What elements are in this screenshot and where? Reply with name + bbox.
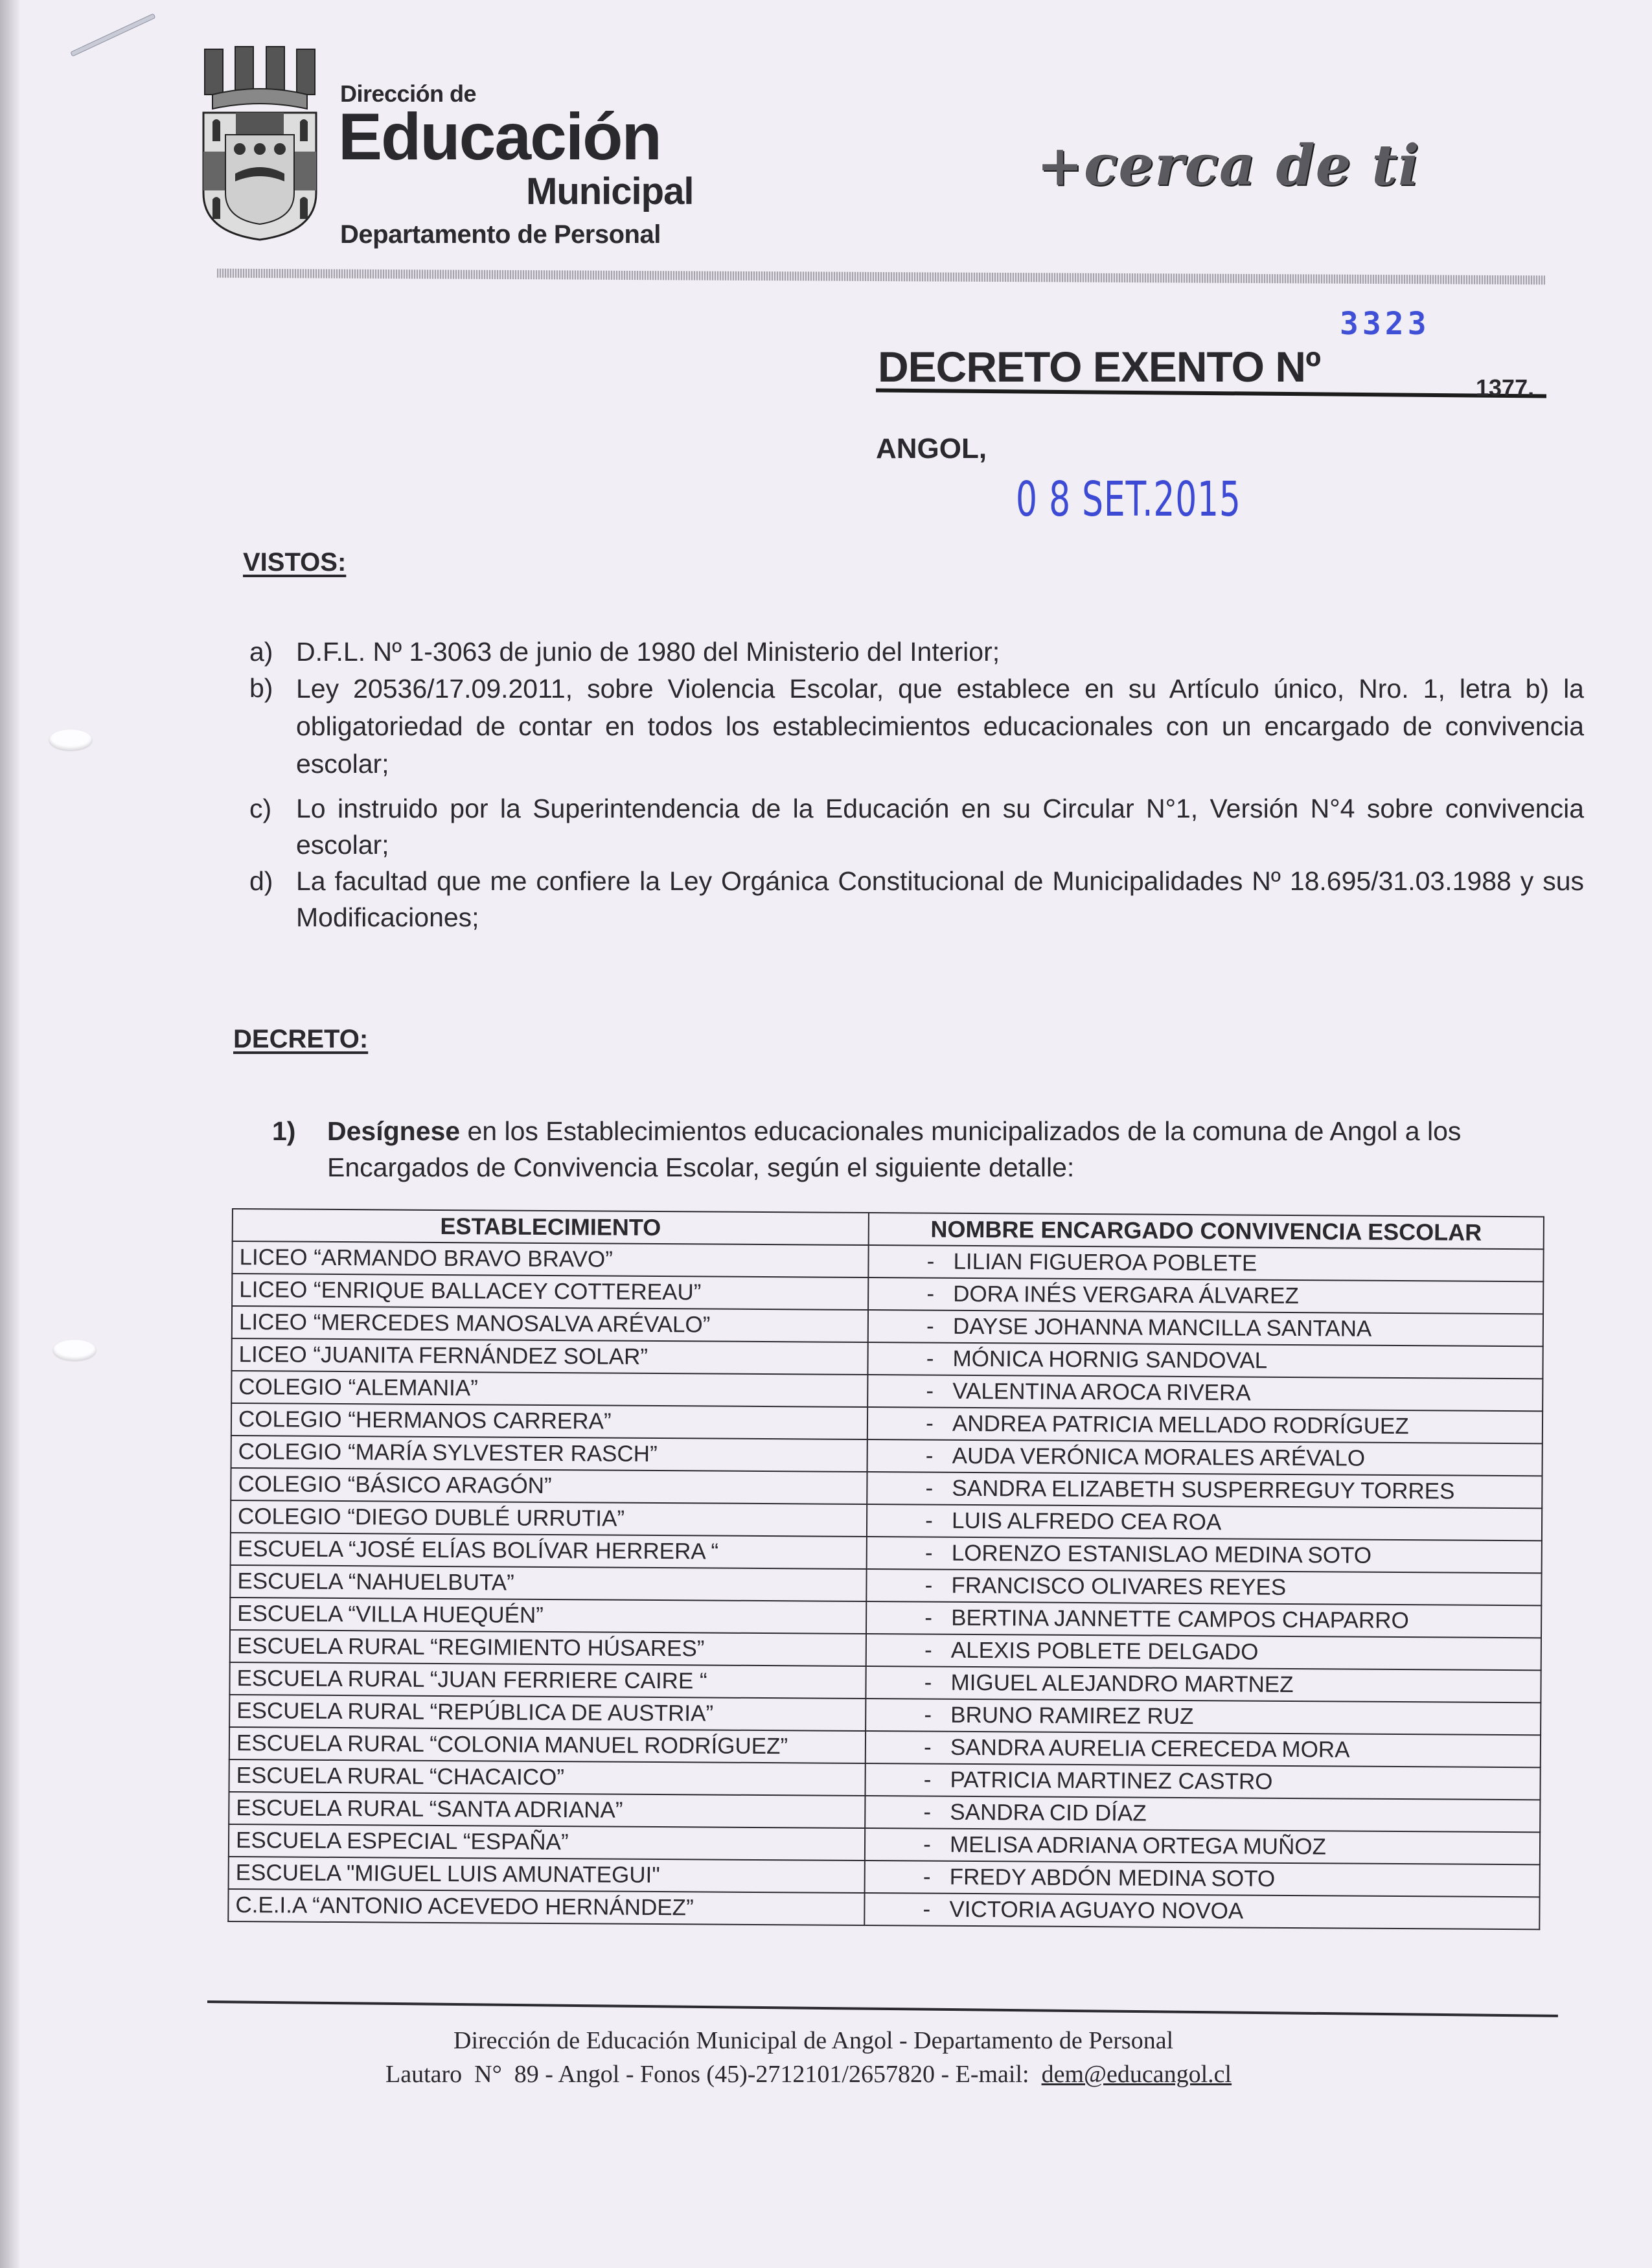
manager-name: PATRICIA MARTINEZ CASTRO xyxy=(950,1767,1273,1794)
list-dash: - xyxy=(923,1767,932,1793)
establishment-cell: ESCUELA ESPECIAL “ESPAÑA” xyxy=(229,1824,865,1861)
manager-name: DAYSE JOHANNA MANCILLA SANTANA xyxy=(952,1313,1372,1342)
manager-name: SANDRA AURELIA CERECEDA MORA xyxy=(950,1734,1350,1763)
manager-name: MÓNICA HORNIG SANDOVAL xyxy=(952,1346,1268,1373)
list-dash: - xyxy=(926,1346,934,1371)
list-dash: - xyxy=(924,1572,933,1598)
item-label: a) xyxy=(249,637,273,667)
manager-cell xyxy=(866,1601,1541,1638)
establishment-cell: ESCUELA “VILLA HUEQUÉN” xyxy=(230,1598,866,1634)
manager-name: LILIAN FIGUEROA POBLETE xyxy=(953,1248,1257,1276)
manager-cell xyxy=(867,1537,1542,1573)
decree-item-1 xyxy=(272,1113,1574,1186)
establishment-cell: ESCUELA RURAL “COLONIA MANUEL RODRÍGUEZ” xyxy=(229,1727,866,1763)
establishment-cell: COLEGIO “BÁSICO ARAGÓN” xyxy=(231,1468,867,1504)
item-text: La facultad que me confiere la Ley Orgánica Constitucional de Municipalidades Nº 18.695/31.03.1988 y sus Modificaciones; xyxy=(296,866,1584,932)
establishment-cell: ESCUELA "MIGUEL LUIS AMUNATEGUI" xyxy=(229,1857,865,1893)
item-label: b) xyxy=(249,673,273,703)
establishment-cell: ESCUELA “NAHUELBUTA” xyxy=(230,1565,866,1601)
manager-name: FRANCISCO OLIVARES REYES xyxy=(951,1572,1287,1600)
manager-name: BERTINA JANNETTE CAMPOS CHAPARRO xyxy=(951,1605,1409,1634)
city: ANGOL, xyxy=(876,433,987,464)
decree-title: DECRETO EXENTO Nº xyxy=(878,343,1321,391)
header-divider xyxy=(217,269,1545,285)
item-bold-verb: Desígnese xyxy=(327,1116,461,1146)
decree-number: 1377. xyxy=(1476,374,1535,401)
manager-name: ANDREA PATRICIA MELLADO RODRÍGUEZ xyxy=(952,1410,1409,1439)
manager-cell xyxy=(864,1893,1539,1929)
item-text: Lo instruido por la Superintendencia de la Educación en su Circular N°1, Versión N°4 sobre convivencia escolar; xyxy=(296,794,1584,860)
establishment-cell: LICEO “MERCEDES MANOSALVA ARÉVALO” xyxy=(232,1306,868,1342)
manager-cell xyxy=(867,1472,1542,1508)
list-dash: - xyxy=(924,1540,933,1566)
vistos-item xyxy=(249,863,1584,935)
establishment-cell: LICEO “JUANITA FERNÁNDEZ SOLAR” xyxy=(231,1338,867,1375)
establishment-cell: COLEGIO “MARÍA SYLVESTER RASCH” xyxy=(231,1436,867,1472)
list-dash: - xyxy=(926,1378,934,1404)
vistos-heading: VISTOS: xyxy=(243,548,347,577)
manager-name: VALENTINA AROCA RIVERA xyxy=(952,1378,1251,1406)
manager-cell xyxy=(868,1310,1543,1346)
department-name: Departamento de Personal xyxy=(340,220,661,249)
list-dash: - xyxy=(923,1864,931,1890)
establishment-cell: C.E.I.A “ANTONIO ACEVEDO HERNÁNDEZ” xyxy=(228,1889,864,1925)
item-label: 1) xyxy=(272,1116,296,1146)
org-name-line1: Dirección de xyxy=(340,80,477,107)
manager-cell xyxy=(865,1861,1540,1897)
designations-table xyxy=(227,1208,1544,1930)
manager-name: LORENZO ESTANISLAO MEDINA SOTO xyxy=(951,1540,1372,1568)
manager-name: BRUNO RAMIREZ RUZ xyxy=(950,1702,1194,1730)
list-dash: - xyxy=(924,1669,932,1695)
list-dash: - xyxy=(925,1507,934,1533)
staple xyxy=(70,13,155,56)
manager-cell xyxy=(866,1666,1541,1702)
list-dash: - xyxy=(926,1410,934,1436)
establishment-cell: LICEO “ARMANDO BRAVO BRAVO” xyxy=(232,1241,868,1277)
manager-cell xyxy=(867,1504,1542,1541)
manager-name: DORA INÉS VERGARA ÁLVAREZ xyxy=(953,1281,1299,1309)
list-dash: - xyxy=(925,1475,934,1501)
list-dash: - xyxy=(923,1831,931,1857)
establishment-cell: ESCUELA RURAL “REGIMIENTO HÚSARES” xyxy=(230,1630,866,1666)
list-dash: - xyxy=(923,1734,932,1760)
manager-cell xyxy=(866,1699,1541,1735)
date-stamp: 0 8 SET.2015 xyxy=(1016,472,1241,527)
establishment-cell: ESCUELA RURAL “JUAN FERRIERE CAIRE “ xyxy=(229,1662,866,1699)
slogan-logo: +cerca de ti xyxy=(1037,133,1420,198)
establishment-cell: ESCUELA RURAL “CHACAICO” xyxy=(229,1759,865,1796)
establishment-cell: ESCUELA “JOSÉ ELÍAS BOLÍVAR HERRERA “ xyxy=(231,1533,867,1569)
vistos-item xyxy=(249,634,1584,670)
org-name-line2: Educación xyxy=(338,100,661,174)
manager-name: MIGUEL ALEJANDRO MARTNEZ xyxy=(950,1669,1294,1698)
decreto-heading: DECRETO: xyxy=(233,1025,369,1053)
item-label: c) xyxy=(249,794,272,823)
list-dash: - xyxy=(924,1702,932,1728)
establishment-cell: LICEO “ENRIQUE BALLACEY COTTEREAU” xyxy=(232,1274,868,1310)
manager-cell xyxy=(868,1277,1543,1314)
manager-cell xyxy=(867,1407,1543,1443)
stamp-number: 3323 xyxy=(1340,306,1430,342)
vistos-item xyxy=(249,790,1584,863)
footer-address: Lautaro N° 89 - Angol - Fonos (45)-2712101/2657820 - E-mail: xyxy=(385,2061,1042,2088)
establishment-cell: ESCUELA RURAL “SANTA ADRIANA” xyxy=(229,1792,865,1828)
manager-cell xyxy=(866,1569,1541,1605)
punch-hole xyxy=(49,729,92,750)
manager-cell xyxy=(867,1439,1543,1476)
establishment-cell: ESCUELA RURAL “REPÚBLICA DE AUSTRIA” xyxy=(229,1695,866,1731)
establishment-cell: COLEGIO “DIEGO DUBLÉ URRUTIA” xyxy=(231,1500,867,1537)
list-dash: - xyxy=(926,1313,934,1339)
list-dash: - xyxy=(926,1281,935,1307)
item-text: Ley 20536/17.09.2011, sobre Violencia Escolar, que establece en su Artículo único, Nro. 1, letra b) la obligatoriedad de contar en todos los establecimientos educacionales con un encargado de convivencia escolar; xyxy=(296,674,1584,779)
manager-cell xyxy=(865,1763,1540,1800)
punch-hole xyxy=(53,1340,96,1360)
establishment-cell: COLEGIO “HERMANOS CARRERA” xyxy=(231,1403,867,1439)
manager-cell xyxy=(867,1342,1543,1379)
vistos-item xyxy=(249,670,1584,783)
footer-email-link[interactable]: dem@educangol.cl xyxy=(1041,2061,1232,2088)
manager-cell xyxy=(868,1245,1543,1281)
scan-edge-shadow xyxy=(0,0,19,2268)
manager-name: LUIS ALFREDO CEA ROA xyxy=(951,1507,1222,1535)
item-text xyxy=(327,1113,1574,1186)
footer-org: Dirección de Educación Municipal de Angol - Departamento de Personal xyxy=(453,2027,1174,2054)
vistos-list xyxy=(249,634,1584,935)
establishment-cell: COLEGIO “ALEMANIA” xyxy=(231,1371,867,1407)
manager-name: FREDY ABDÓN MEDINA SOTO xyxy=(949,1864,1276,1892)
manager-cell xyxy=(867,1375,1543,1411)
manager-name: ALEXIS POBLETE DELGADO xyxy=(950,1637,1259,1665)
list-dash: - xyxy=(924,1637,932,1663)
list-dash: - xyxy=(926,1248,935,1274)
manager-cell xyxy=(865,1796,1540,1832)
manager-name: VICTORIA AGUAYO NOVOA xyxy=(949,1896,1244,1924)
table-body xyxy=(228,1241,1543,1929)
manager-name: MELISA ADRIANA ORTEGA MUÑOZ xyxy=(949,1831,1327,1860)
list-dash: - xyxy=(923,1799,932,1825)
org-name-line3: Municipal xyxy=(526,170,694,212)
coat-of-arms-icon xyxy=(200,44,320,242)
manager-cell xyxy=(866,1634,1541,1670)
list-dash: - xyxy=(924,1605,933,1631)
column-header-establishment: ESTABLECIMIENTO xyxy=(233,1209,869,1245)
item-body: en los Establecimientos educacionales municipalizados de la comuna de Angol a los Encargados de Convivencia Escolar, según el siguiente detalle: xyxy=(327,1116,1462,1182)
manager-cell xyxy=(865,1828,1540,1864)
item-label: d) xyxy=(249,866,273,896)
footer-divider xyxy=(207,2000,1558,2017)
manager-cell xyxy=(866,1731,1541,1767)
manager-name: SANDRA CID DÍAZ xyxy=(950,1799,1147,1826)
column-header-name: NOMBRE ENCARGADO CONVIVENCIA ESCOLAR xyxy=(869,1213,1544,1249)
footer-contact xyxy=(385,2060,1232,2089)
manager-name: AUDA VERÓNICA MORALES ARÉVALO xyxy=(952,1443,1366,1471)
item-text: D.F.L. Nº 1-3063 de junio de 1980 del Ministerio del Interior; xyxy=(296,637,1000,667)
list-dash: - xyxy=(925,1443,934,1469)
list-dash: - xyxy=(923,1896,931,1922)
manager-name: SANDRA ELIZABETH SUSPERREGUY TORRES xyxy=(952,1475,1455,1504)
